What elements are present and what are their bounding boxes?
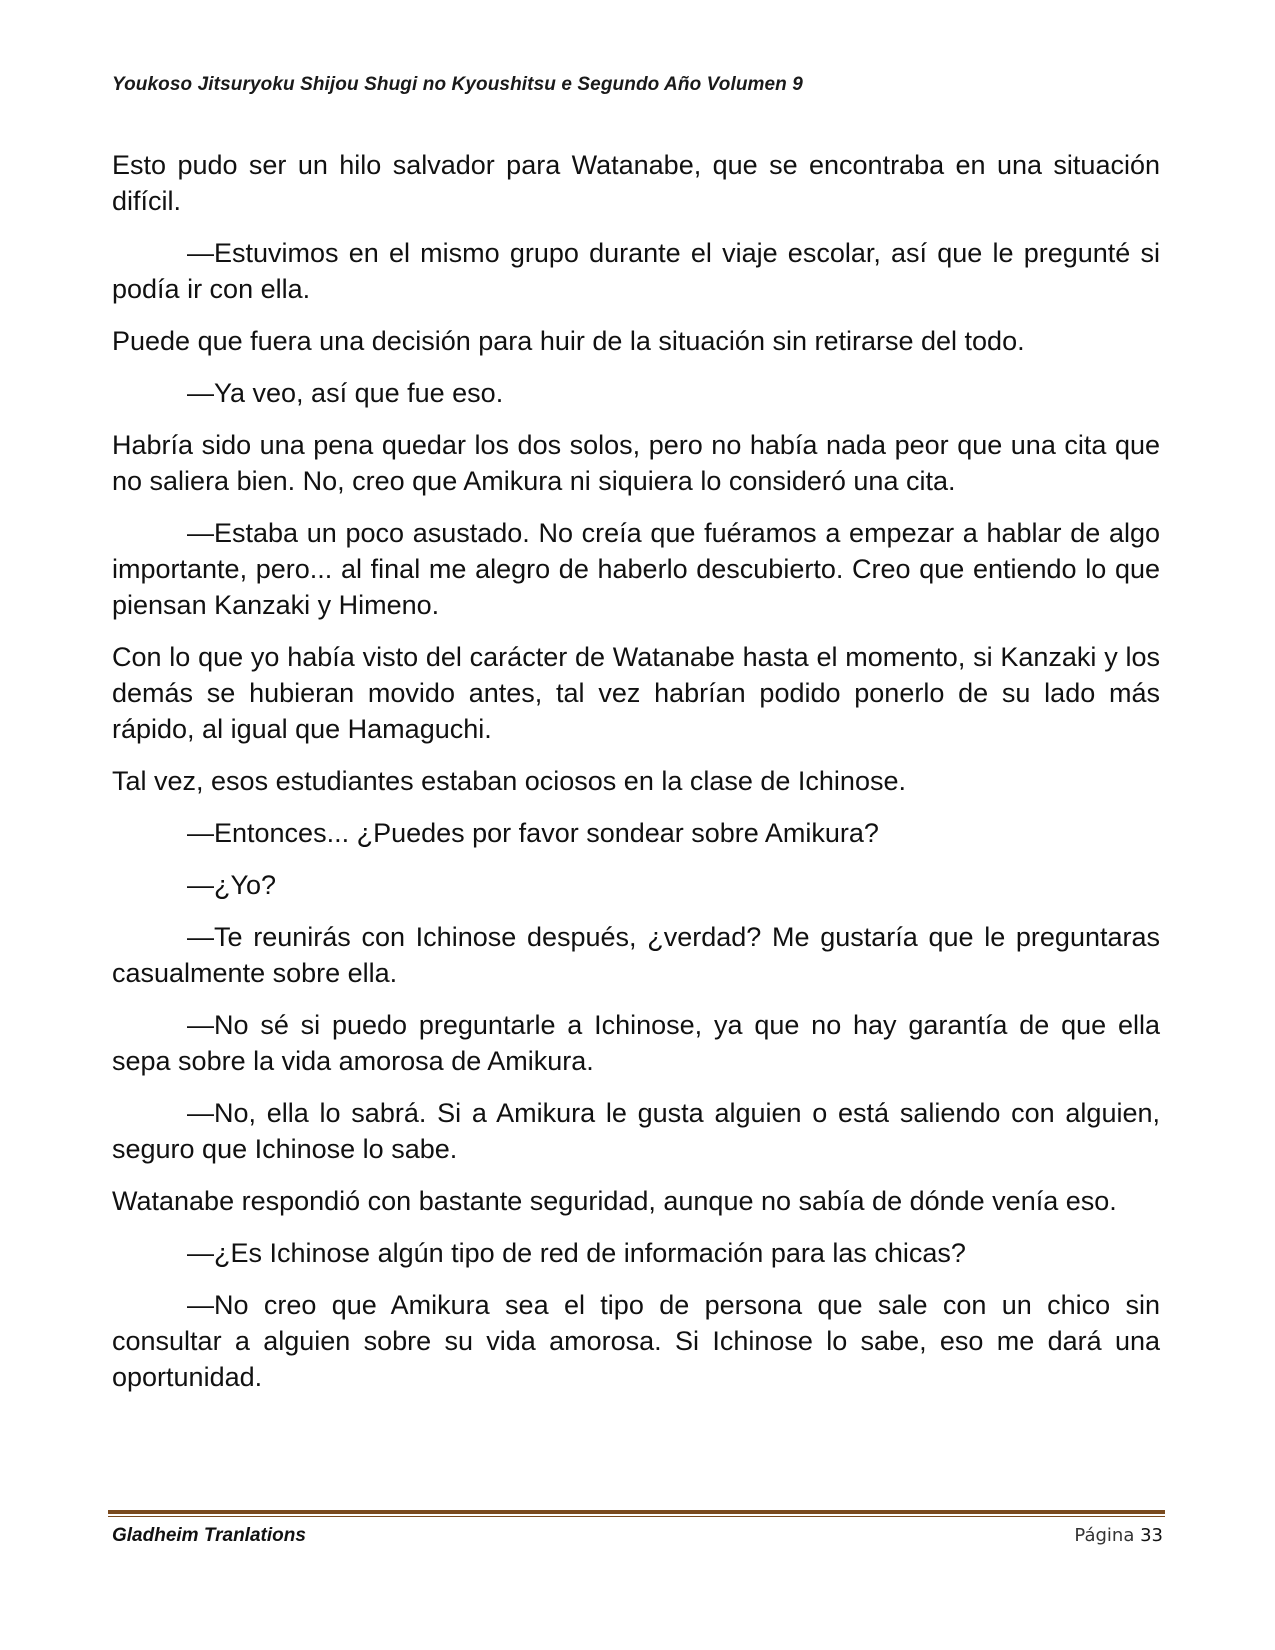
footer-divider-thick xyxy=(108,1510,1165,1514)
paragraph-13: —No, ella lo sabrá. Si a Amikura le gusta alguien o está saliendo con alguien, seguro que Ichinose lo sabe. xyxy=(112,1098,1160,1164)
paragraph-16: —No creo que Amikura sea el tipo de persona que sale con un chico sin consultar a alguien sobre su vida amorosa. Si Ichinose lo sabe, eso me dará una oportunidad. xyxy=(112,1290,1160,1392)
paragraph-3: Puede que fuera una decisión para huir de la situación sin retirarse del todo. xyxy=(112,326,1025,356)
paragraph-10: —¿Yo? xyxy=(187,870,277,900)
paragraph-4: —Ya veo, así que fue eso. xyxy=(187,378,504,408)
page-number: 33 xyxy=(1140,1525,1163,1546)
paragraph-11: —Te reunirás con Ichinose después, ¿verdad? Me gustaría que le preguntaras casualmente sobre ella. xyxy=(112,922,1160,988)
footer-divider xyxy=(108,1510,1165,1518)
paragraph-2: —Estuvimos en el mismo grupo durante el viaje escolar, así que le pregunté si podía ir con ella. xyxy=(112,238,1160,304)
paragraph-1: Esto pudo ser un hilo salvador para Watanabe, que se encontraba en una situación difícil. xyxy=(112,150,1160,216)
footer-divider-thin xyxy=(108,1516,1165,1517)
paragraph-6: —Estaba un poco asustado. No creía que fuéramos a empezar a hablar de algo importante, pero... al final me alegro de haberlo descubierto. Creo que entiendo lo que piensan Kanzaki y Himeno. xyxy=(112,518,1160,620)
paragraph-8: Tal vez, esos estudiantes estaban ociosos en la clase de Ichinose. xyxy=(112,766,906,796)
paragraph-14: Watanabe respondió con bastante seguridad, aunque no sabía de dónde venía eso. xyxy=(112,1186,1117,1216)
paragraph-5: Habría sido una pena quedar los dos solos, pero no había nada peor que una cita que no saliera bien. No, creo que Amikura ni siquiera lo consideró una cita. xyxy=(112,430,1160,496)
paragraph-12: —No sé si puedo preguntarle a Ichinose, ya que no hay garantía de que ella sepa sobre la vida amorosa de Amikura. xyxy=(112,1010,1160,1076)
running-header: Youkoso Jitsuryoku Shijou Shugi no Kyoushitsu e Segundo Año Volumen 9 xyxy=(112,74,803,95)
page-number-label xyxy=(1074,1525,1163,1546)
page-label: Página xyxy=(1074,1525,1135,1546)
paragraph-9: —Entonces... ¿Puedes por favor sondear sobre Amikura? xyxy=(187,818,879,848)
paragraph-7: Con lo que yo había visto del carácter de Watanabe hasta el momento, si Kanzaki y los demás se hubieran movido antes, tal vez habrían podido ponerlo de su lado más rápido, al igual que Hamaguchi. xyxy=(112,642,1160,744)
body-text xyxy=(112,147,1160,1411)
paragraph-15: —¿Es Ichinose algún tipo de red de información para las chicas? xyxy=(187,1238,966,1268)
footer-credit: Gladheim Tranlations xyxy=(112,1525,306,1546)
